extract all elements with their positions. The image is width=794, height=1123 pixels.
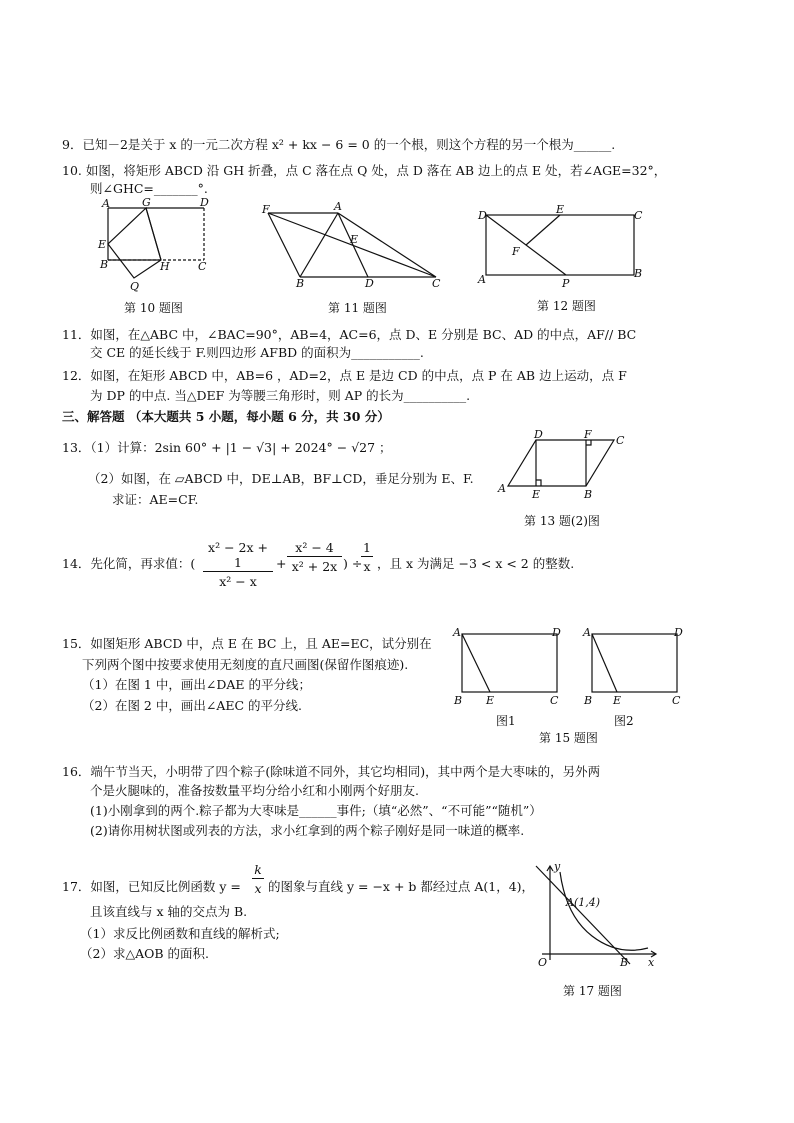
f17-label-y: y	[554, 860, 561, 873]
f12-label-F: F	[512, 245, 520, 258]
q14-f2-numerator: x² − 4	[287, 540, 342, 557]
caption-fig11: 第 11 题图	[328, 301, 387, 315]
f12-label-P: P	[562, 277, 570, 290]
question-16-line3: (1)小刚拿到的两个.粽子都为大枣味是______事件;（填“必然”、“不可能”“随机”）	[90, 803, 542, 818]
caption-fig10: 第 10 题图	[124, 301, 183, 315]
question-15-line1: 15．如图矩形 ABCD 中，点 E 在 BC 上，且 AE=EC，试分别在	[62, 636, 432, 651]
f12-label-A: A	[478, 273, 486, 286]
f15-2-label-C: C	[672, 694, 681, 707]
question-13-part1: 13．（1）计算：2sin 60° + |1 − √3| + 2024° − √27 ；	[62, 440, 392, 455]
question-13-part2-line2: 求证：AE=CF.	[112, 492, 199, 507]
f13-label-B: B	[584, 488, 593, 501]
question-15-line3: （1）在图 1 中，画出∠DAE 的平分线；	[82, 677, 311, 692]
q14-f2-denominator: x² + 2x	[291, 559, 338, 574]
figure-15-diagram-2	[582, 624, 692, 709]
f17-label-O: O	[538, 956, 548, 969]
f15-2-label-D: D	[674, 626, 683, 639]
f15-2-label-A: A	[583, 626, 591, 639]
question-10-line1: 10. 如图，将矩形 ABCD 沿 GH 折叠，点 C 落在点 Q 处，点 D 落在 AB 边上的点 E 处，若∠AGE=32°，	[62, 163, 667, 178]
q14-divide: ) ÷	[343, 556, 363, 571]
f13-label-C: C	[616, 434, 625, 447]
question-13-part2-line1: （2）如图，在 ▱ABCD 中，DE⊥AB，BF⊥CD，垂足分别为 E、F.	[88, 471, 474, 486]
f11-label-F: F	[262, 203, 270, 216]
question-15-line4: （2）在图 2 中，画出∠AEC 的平分线.	[82, 698, 302, 713]
f12-label-E: E	[556, 203, 565, 216]
f17-label-x: x	[648, 956, 655, 969]
q14-fraction-1	[203, 540, 273, 589]
f10-label-D: D	[200, 196, 209, 209]
f15-1-label-D: D	[552, 626, 561, 639]
q14-f3-denominator: x	[363, 559, 371, 574]
f15-1-label-A: A	[453, 626, 461, 639]
f17-label-B: B	[620, 956, 629, 969]
f10-label-E: E	[98, 238, 107, 251]
question-12-line2: 为 DP 的中点. 当△DEF 为等腰三角形时，则 AP 的长为__________.	[90, 388, 471, 403]
f15-1-label-B: B	[454, 694, 463, 707]
f11-label-B: B	[296, 277, 305, 290]
caption-fig13: 第 13 题(2)图	[524, 514, 600, 528]
question-17-line3: （1）求反比例函数和直线的解析式;	[80, 926, 280, 941]
section-heading-3: 三、解答题 （本大题共 5 小题，每小题 6 分，共 30 分）	[62, 409, 390, 424]
f10-label-G: G	[142, 196, 151, 209]
caption-fig15: 第 15 题图	[539, 731, 598, 745]
f15-2-label-B: B	[584, 694, 593, 707]
f10-label-B: B	[100, 258, 109, 271]
question-16-line1: 16．端午节当天，小明带了四个粽子(除味道不同外，其它均相同)，其中两个是大枣味的，另外两	[62, 764, 601, 779]
question-10-line2: 则∠GHC=_______°.	[90, 181, 208, 196]
figure-12	[476, 203, 646, 288]
f17-label-A: A(1,4)	[566, 896, 601, 909]
f15-1-label-C: C	[550, 694, 559, 707]
question-17-line2: 且该直线与 x 轴的交点为 B.	[90, 904, 248, 919]
caption-fig15-2: 图2	[614, 714, 634, 728]
question-12-line1: 12．如图，在矩形 ABCD 中，AB=6 ，AD=2，点 E 是边 CD 的中点，点 P 在 AB 边上运动，点 F	[62, 368, 627, 383]
f10-label-H: H	[160, 260, 170, 273]
question-16-line4: (2)请你用树状图或列表的方法，求小红拿到的两个粽子刚好是同一味道的概率.	[90, 823, 525, 838]
question-14-prefix: 14．先化简，再求值：(	[62, 556, 196, 571]
f11-label-C: C	[432, 277, 441, 290]
caption-fig15-1: 图1	[496, 714, 516, 728]
caption-fig12: 第 12 题图	[537, 299, 596, 313]
question-14-suffix: ，且 x 为满足 −3 < x < 2 的整数.	[377, 556, 575, 571]
f15-2-label-E: E	[613, 694, 622, 707]
figure-11	[260, 200, 445, 290]
question-15-line2: 下列两个图中按要求使用无刻度的直尺画图(保留作图痕迹).	[82, 657, 409, 672]
figure-17	[530, 860, 665, 970]
q14-f3-numerator: 1	[361, 540, 373, 557]
q14-plus: +	[276, 556, 287, 571]
f10-label-A: A	[102, 197, 110, 210]
f13-label-A: A	[498, 482, 506, 495]
f12-label-B: B	[634, 267, 643, 280]
question-16-line2: 个是火腿味的，准备按数量平均分给小红和小刚两个好朋友.	[90, 783, 419, 798]
caption-fig17: 第 17 题图	[563, 984, 622, 998]
f13-label-F: F	[584, 428, 592, 441]
figure-13	[496, 428, 636, 503]
figure-10	[96, 198, 216, 293]
question-11-line2: 交 CE 的延长线于 F.则四边形 AFBD 的面积为___________.	[90, 345, 424, 360]
f15-1-label-E: E	[486, 694, 495, 707]
f10-label-Q: Q	[130, 280, 140, 293]
f12-label-C: C	[634, 209, 643, 222]
q14-f1-numerator: x² − 2x + 1	[203, 540, 273, 572]
question-17-prefix: 17．如图，已知反比例函数 y =	[62, 879, 241, 894]
q14-fraction-2	[287, 540, 342, 574]
f11-label-E: E	[350, 233, 359, 246]
f13-label-D: D	[534, 428, 543, 441]
question-17-line4: （2）求△AOB 的面积.	[80, 946, 209, 961]
question-17-suffix: 的图象与直线 y = −x + b 都经过点 A(1，4)，	[268, 879, 535, 894]
f11-label-A: A	[334, 200, 342, 213]
f12-label-D: D	[478, 209, 487, 222]
q17-f-denominator: x	[254, 881, 262, 896]
question-11-line1: 11．如图，在△ABC 中，∠BAC=90°，AB=4，AC=6，点 D、E 分别是 BC、AD 的中点，AF// BC	[62, 327, 637, 342]
f13-label-E: E	[532, 488, 541, 501]
q17-f-numerator: k	[252, 862, 264, 879]
q14-f1-denominator: x² − x	[219, 574, 257, 589]
figure-15-diagram-1	[452, 624, 572, 709]
f11-label-D: D	[365, 277, 374, 290]
q14-fraction-3	[361, 540, 373, 574]
q17-fraction	[252, 862, 264, 896]
f10-label-C: C	[198, 260, 207, 273]
question-9: 9．已知－2是关于 x 的一元二次方程 x² + kx − 6 = 0 的一个根，则这个方程的另一个根为______.	[62, 137, 616, 152]
